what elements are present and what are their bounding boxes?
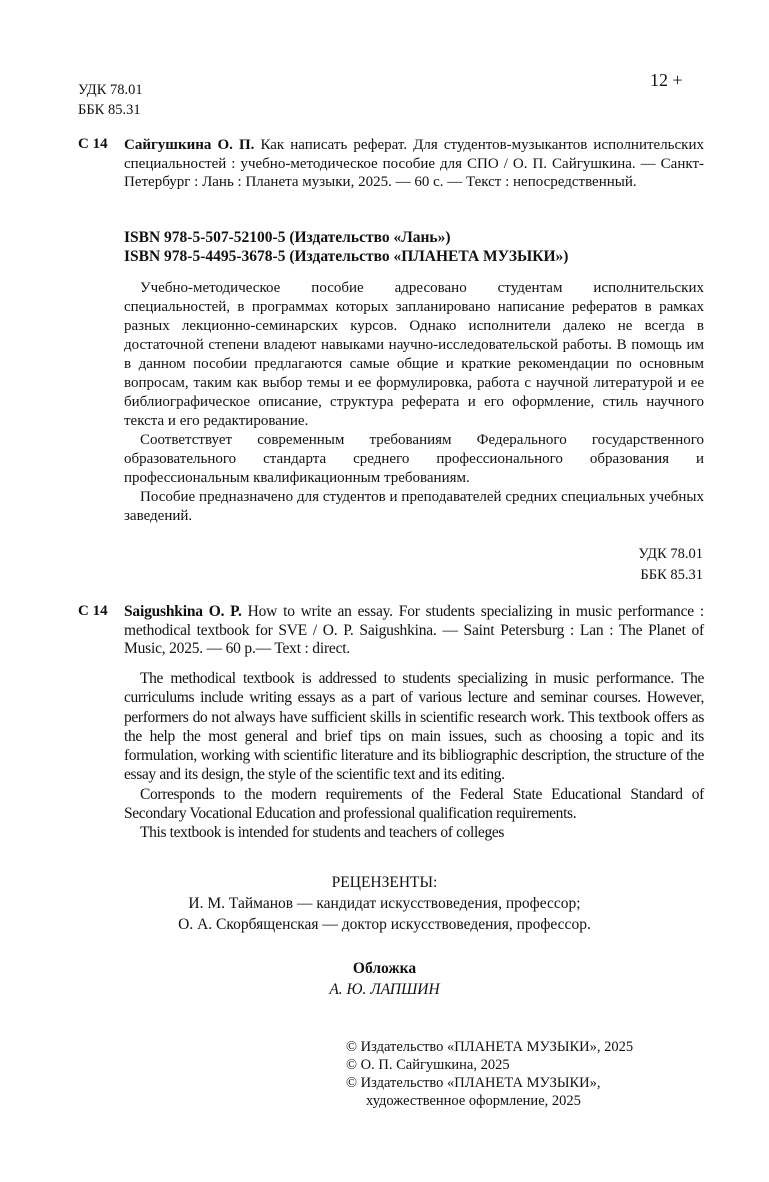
copyright-block [346, 1038, 633, 1110]
reviewers-title: РЕЦЕНЗЕНТЫ: [331, 874, 438, 891]
isbn-lan: ISBN 978-5-507-52100-5 (Издательство «Лань») [124, 229, 451, 246]
ru-author: Сайгушкина О. П. [124, 137, 255, 153]
ru-abstract-paragraph: Соответствует современным требованиям Федерального государственного образовательного стандарта среднего профессионального образования и профессиональным квалификационным требованиям. [124, 432, 704, 486]
copyright-line: © О. П. Сайгушкина, 2025 [346, 1057, 510, 1073]
en-author: Saigushkina O. P. [124, 603, 242, 620]
en-abstract [124, 669, 704, 843]
bbk-code: ББК 85.31 [640, 567, 703, 583]
copyright-line: © Издательство «ПЛАНЕТА МУЗЫКИ», 2025 [346, 1039, 634, 1055]
ru-bibliographic-record [124, 136, 704, 192]
cover-title: Обложка [352, 960, 417, 977]
en-bibliographic-record [124, 603, 704, 659]
en-abstract-paragraph: Corresponds to the modern requirements of the Federal State Educational Standard of Secondary Vocational Education and professional qualification requirements. [124, 785, 704, 823]
en-author-mark: С 14 [78, 603, 108, 619]
udk-code: УДК 78.01 [638, 546, 703, 562]
copyright-line: © Издательство «ПЛАНЕТА МУЗЫКИ», [346, 1075, 601, 1091]
header-classification [78, 80, 143, 120]
reviewer-item: О. А. Скорбященская — доктор искусствоведения, профессор. [178, 916, 591, 933]
cover-credit [0, 958, 769, 1000]
en-record-text: How to write an essay. For students specializing in music performance : methodical textbook for SVE / O. P. Saigushkina. — Saint Petersburg : Lan : The Planet of Music, 2025. — 60 p.— Text : direct. [124, 603, 704, 658]
bbk-code: ББК 85.31 [78, 102, 141, 118]
ru-classification [638, 544, 703, 586]
ru-abstract [124, 279, 704, 526]
age-rating: 12 + [650, 70, 683, 90]
ru-abstract-paragraph: Пособие предназначено для студентов и преподавателей средних специальных учебных заведений. [124, 489, 704, 524]
isbn-block [124, 228, 724, 266]
cover-artist: А. Ю. ЛАПШИН [329, 981, 440, 998]
ru-abstract-paragraph: Учебно-методическое пособие адресовано студентам исполнительских специальностей, в программах которых запланировано написание рефератов в рамках разных лекционно-семинарских курсов. Однако исполнители далеко не всегда в достаточной степени владеют навыками научно-исследовательской работы. В помощь им в данном пособии предлагаются самые общие и краткие рекомендации по основным вопросам, таким как выбор темы и ее формулировка, работа с научной литературой и ее библиографическое описание, структура реферата и его оформление, стиль научного текста и его редактирование. [124, 280, 704, 429]
isbn-planet: ISBN 978-5-4495-3678-5 (Издательство «ПЛАНЕТА МУЗЫКИ») [124, 248, 569, 265]
ru-record-text: Как написать реферат. Для студентов-музыкантов исполнительских специальностей : учебно-методическое пособие для СПО / О. П. Сайгушкина. — Санкт-Петербург : Лань : Планета музыки, 2025. — 60 с. — Текст : непосредственный. [124, 137, 704, 191]
reviewer-item: И. М. Тайманов — кандидат искусствоведения, профессор; [188, 895, 581, 912]
en-abstract-paragraph: This textbook is intended for students and teachers of colleges [140, 824, 505, 842]
ru-author-mark: С 14 [78, 136, 108, 152]
reviewers-block [0, 872, 769, 935]
en-abstract-paragraph: The methodical textbook is addressed to students specializing in music performance. The curriculums include writing essays as a part of various lecture and seminar courses. However, performers do not always have sufficient skills in scientific research work. This textbook offers as the help the most general and brief tips on main issues, such as choosing a topic and its formulation, working with scientific literature and its bibliographic description, the structure of the essay and its design, the style of the scientific text and its editing. [124, 670, 704, 784]
copyright-line: художественное оформление, 2025 [366, 1093, 581, 1109]
udk-code: УДК 78.01 [78, 82, 143, 98]
